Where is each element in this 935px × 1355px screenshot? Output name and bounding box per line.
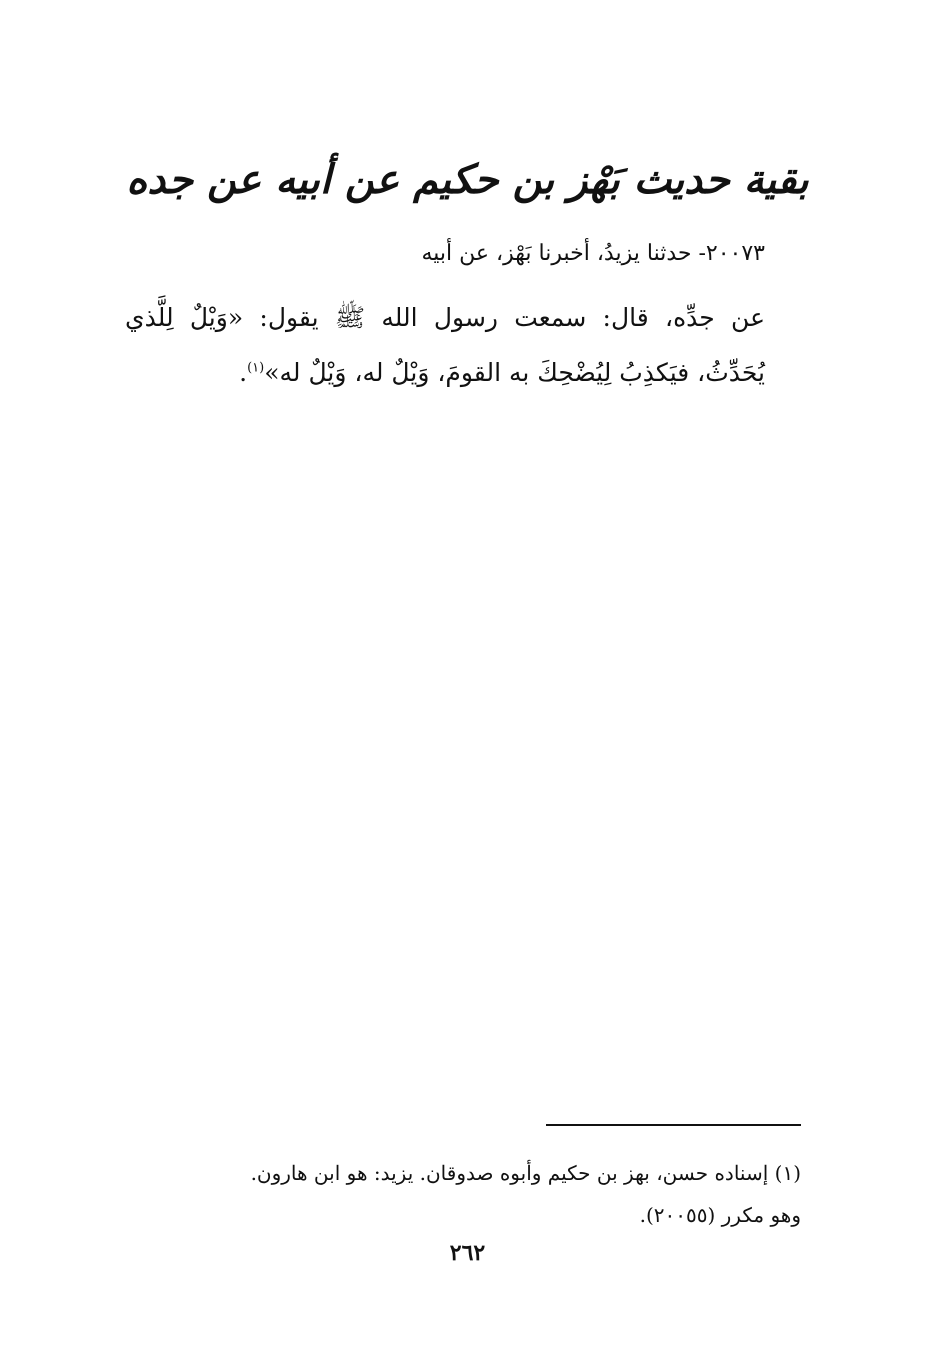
- section-heading: بقية حديث بَهْز بن حكيم عن أبيه عن جده: [126, 156, 809, 203]
- page-number: ٢٦٢: [449, 1240, 486, 1266]
- hadith-text: عن جدِّه، قال: سمعت رسول الله ﷺ يقول: «وَيْلٌ لِلَّذي يُحَدِّثُ، فيَكذِبُ لِيُضْحِكَ به القومَ، وَيْلٌ له، وَيْلٌ له»: [125, 303, 765, 387]
- hadith-number-line: ٢٠٠٧٣- حدثنا يزيدُ، أخبرنا بَهْز، عن أبيه: [421, 241, 765, 266]
- footnote-line-1: (١) إسناده حسن، بهز بن حكيم وأبوه صدوقان. يزيد: هو ابن هارون.: [250, 1161, 801, 1185]
- hadith-body: [125, 290, 765, 400]
- footnote-divider: [546, 1124, 801, 1126]
- footnote-reference: (١): [247, 360, 265, 376]
- footnote: [121, 1152, 801, 1236]
- hadith-end-punctuation: .: [239, 358, 248, 387]
- footnote-line-2: وهو مكرر (٢٠٠٥٥).: [639, 1203, 801, 1227]
